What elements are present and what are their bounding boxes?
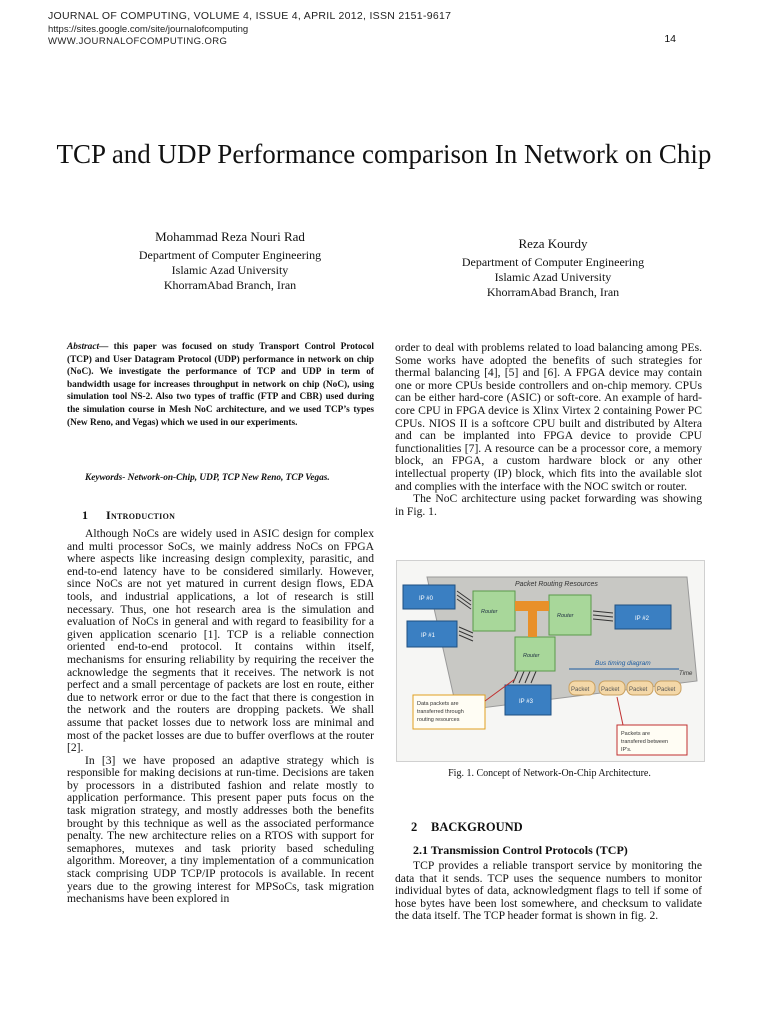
abstract-block (67, 341, 374, 429)
journal-url[interactable]: https://sites.google.com/site/journalofcomputing (48, 24, 249, 35)
author-block-2 (403, 236, 703, 300)
note-line: Data packets are (417, 701, 459, 707)
note-line: transferred through (417, 709, 464, 715)
router-label: Router (557, 613, 574, 619)
time-label: Time (679, 671, 693, 677)
author-dept: Department of Computer Engineering (138, 248, 322, 262)
note-line: routing resources (417, 717, 460, 723)
author-university: Islamic Azad University (171, 263, 289, 277)
packet-label: Packet (629, 687, 648, 693)
section-title: Introduction (106, 508, 176, 522)
author-name: Reza Kourdy (518, 236, 588, 251)
noc-diagram (397, 561, 704, 761)
right-column-text (395, 342, 702, 518)
intro-text (67, 528, 374, 906)
journal-header: JOURNAL OF COMPUTING, VOLUME 4, ISSUE 4, APRIL 2012, ISSN 2151-9617 (48, 10, 452, 22)
paragraph: In [3] we have proposed an adaptive strategy which is responsible for making decisions at run-time. Decisions are taken by processors in a distributed fashion and relate mostly to application performance. This present paper puts focus on the task migration strategy, and mostly addresses both the benefits brought by this technique as well as the associated performance penalty. The new architecture relies on a RTOS with support for semaphores, mutexes and task priority based scheduling algorithm. Moreover, a tiny implementation of a communication stack comprising UDP TCP/IP protocols is available. In recent years due to the growing interest for MPSoCs, task migration mechanisms have been explored in (67, 753, 374, 906)
section-title: BACKGROUND (431, 820, 523, 834)
keywords: Keywords- Network-on-Chip, UDP, TCP New Reno, TCP Vegas. (85, 473, 330, 483)
t-connector-stem (528, 601, 537, 637)
author-university: Islamic Azad University (494, 270, 612, 284)
abstract-lead: Abstract (67, 342, 100, 352)
author-branch: KhorramAbad Branch, Iran (486, 285, 620, 299)
figure-noc-architecture (396, 560, 705, 762)
abstract-body: — this paper was focused on study Transport Control Protocol (TCP) and User Datagram Protocol (UDP) performance in network on chip (NoC). We investigate the performance of TCP and UDP in term of bandwidth usage for increases throughput in network on chip (NoC), using simulation tool NS-2. Also two types of traffic (FTP and CBR) used during the simulation course in Mesh NoC architecture, and we used TCP’s types (New Reno, and Vegas) which we used in our experiments. (67, 342, 374, 428)
packet-label: Packet (571, 687, 590, 693)
ip-label: IP #2 (635, 616, 649, 622)
bus-diagram-label: Bus timing diagram (595, 660, 651, 667)
packet-label: Packet (601, 687, 620, 693)
paper-title: TCP and UDP Performance comparison In Network on Chip (56, 139, 712, 169)
paragraph: Although NoCs are widely used in ASIC design for complex and multi processor SoCs, we mainly address NoCs on FPGA where aspects like increasing design complexity, parasitic, and end-to-end latency have to be considered similarly. However, since NoCs are not yet matured in current design flows, EDA tools, and industrial applications, a lot of research is still necessary. Thus, one hot research area is the simulation and evaluation of NoCs in general and with regard to feasibility for a given application scenario [1]. TCP is a reliable connection oriented end-to-end protocol. It contains within itself, mechanisms for ensuring reliability by requiring the receiver the acknowledge the segments that it receives. The network is not perfect and a small percentage of packets are lost en route, either due to network error or due to the fact that there is congestion in the network and the routers are dropping packets. We shall assume that packet losses due to network loss are minimal and most of the packet losses are due to buffer overflows at the router [2]. (67, 527, 374, 755)
router-label: Router (523, 653, 540, 659)
paragraph: The NoC architecture using packet forwarding was showing in Fig. 1. (395, 492, 702, 518)
paragraph: order to deal with problems related to load balancing among PEs. Some works have adopted the benefits of such strategies for thermal balancing [4], [5] and [6]. A FPGA device may contain one or more CPUs beside controllers and on-chip memory. CPUs can be either hard-core (ASIC) or soft-core. An example of hard-core CPU in FPGA device is Xlinx Virtex 2 containing Power PC CPUs. NIOS II is a softcore CPU built and distributed by Altera and can be implanted into FPGA device to provide CPU functionalities [7]. A resource can be a processor core, a memory block, an FPGA, a custom hardware block or any other intellectual property (IP) block, which fits into the available slot and complies with the interface with the NOC switch or router. (395, 341, 702, 493)
background-text (395, 860, 702, 923)
section-number: 2 (411, 820, 418, 834)
ip-label: IP #1 (421, 633, 435, 639)
resources-label: Packet Routing Resources (515, 581, 598, 588)
section-number: 1 (82, 508, 88, 522)
subsection-heading-tcp: 2.1 Transmission Control Protocols (TCP) (413, 843, 628, 857)
note-line: IP's. (621, 747, 632, 753)
author-branch: KhorramAbad Branch, Iran (163, 278, 297, 292)
author-dept: Department of Computer Engineering (461, 255, 645, 269)
abstract (67, 341, 374, 429)
author-name: Mohammad Reza Nouri Rad (155, 229, 305, 244)
note-line: transfered between (621, 739, 669, 745)
packet-label: Packet (657, 687, 676, 693)
router-label: Router (481, 609, 498, 615)
journal-website[interactable]: WWW.JOURNALOFCOMPUTING.ORG (48, 36, 228, 47)
section-heading-introduction (82, 508, 175, 523)
note-arrow (617, 697, 623, 725)
author-block-1 (80, 229, 380, 293)
note-line: Packets are (621, 731, 651, 737)
section-heading-background (411, 820, 523, 835)
keywords-block (67, 472, 374, 485)
page-number: 14 (664, 33, 676, 45)
figure-caption: Fig. 1. Concept of Network-On-Chip Architecture. (448, 768, 651, 779)
ip-label: IP #0 (419, 596, 433, 602)
ip-label: IP #3 (519, 699, 533, 705)
paragraph: TCP provides a reliable transport service by monitoring the data that it sends. TCP uses the sequence numbers to monitor individual bytes of data, acknowledgment flags to tell if some of hose bytes have been lost somewhere, and checksum to validate the data itself. The TCP header format is shown in fig. 2. (395, 859, 702, 923)
